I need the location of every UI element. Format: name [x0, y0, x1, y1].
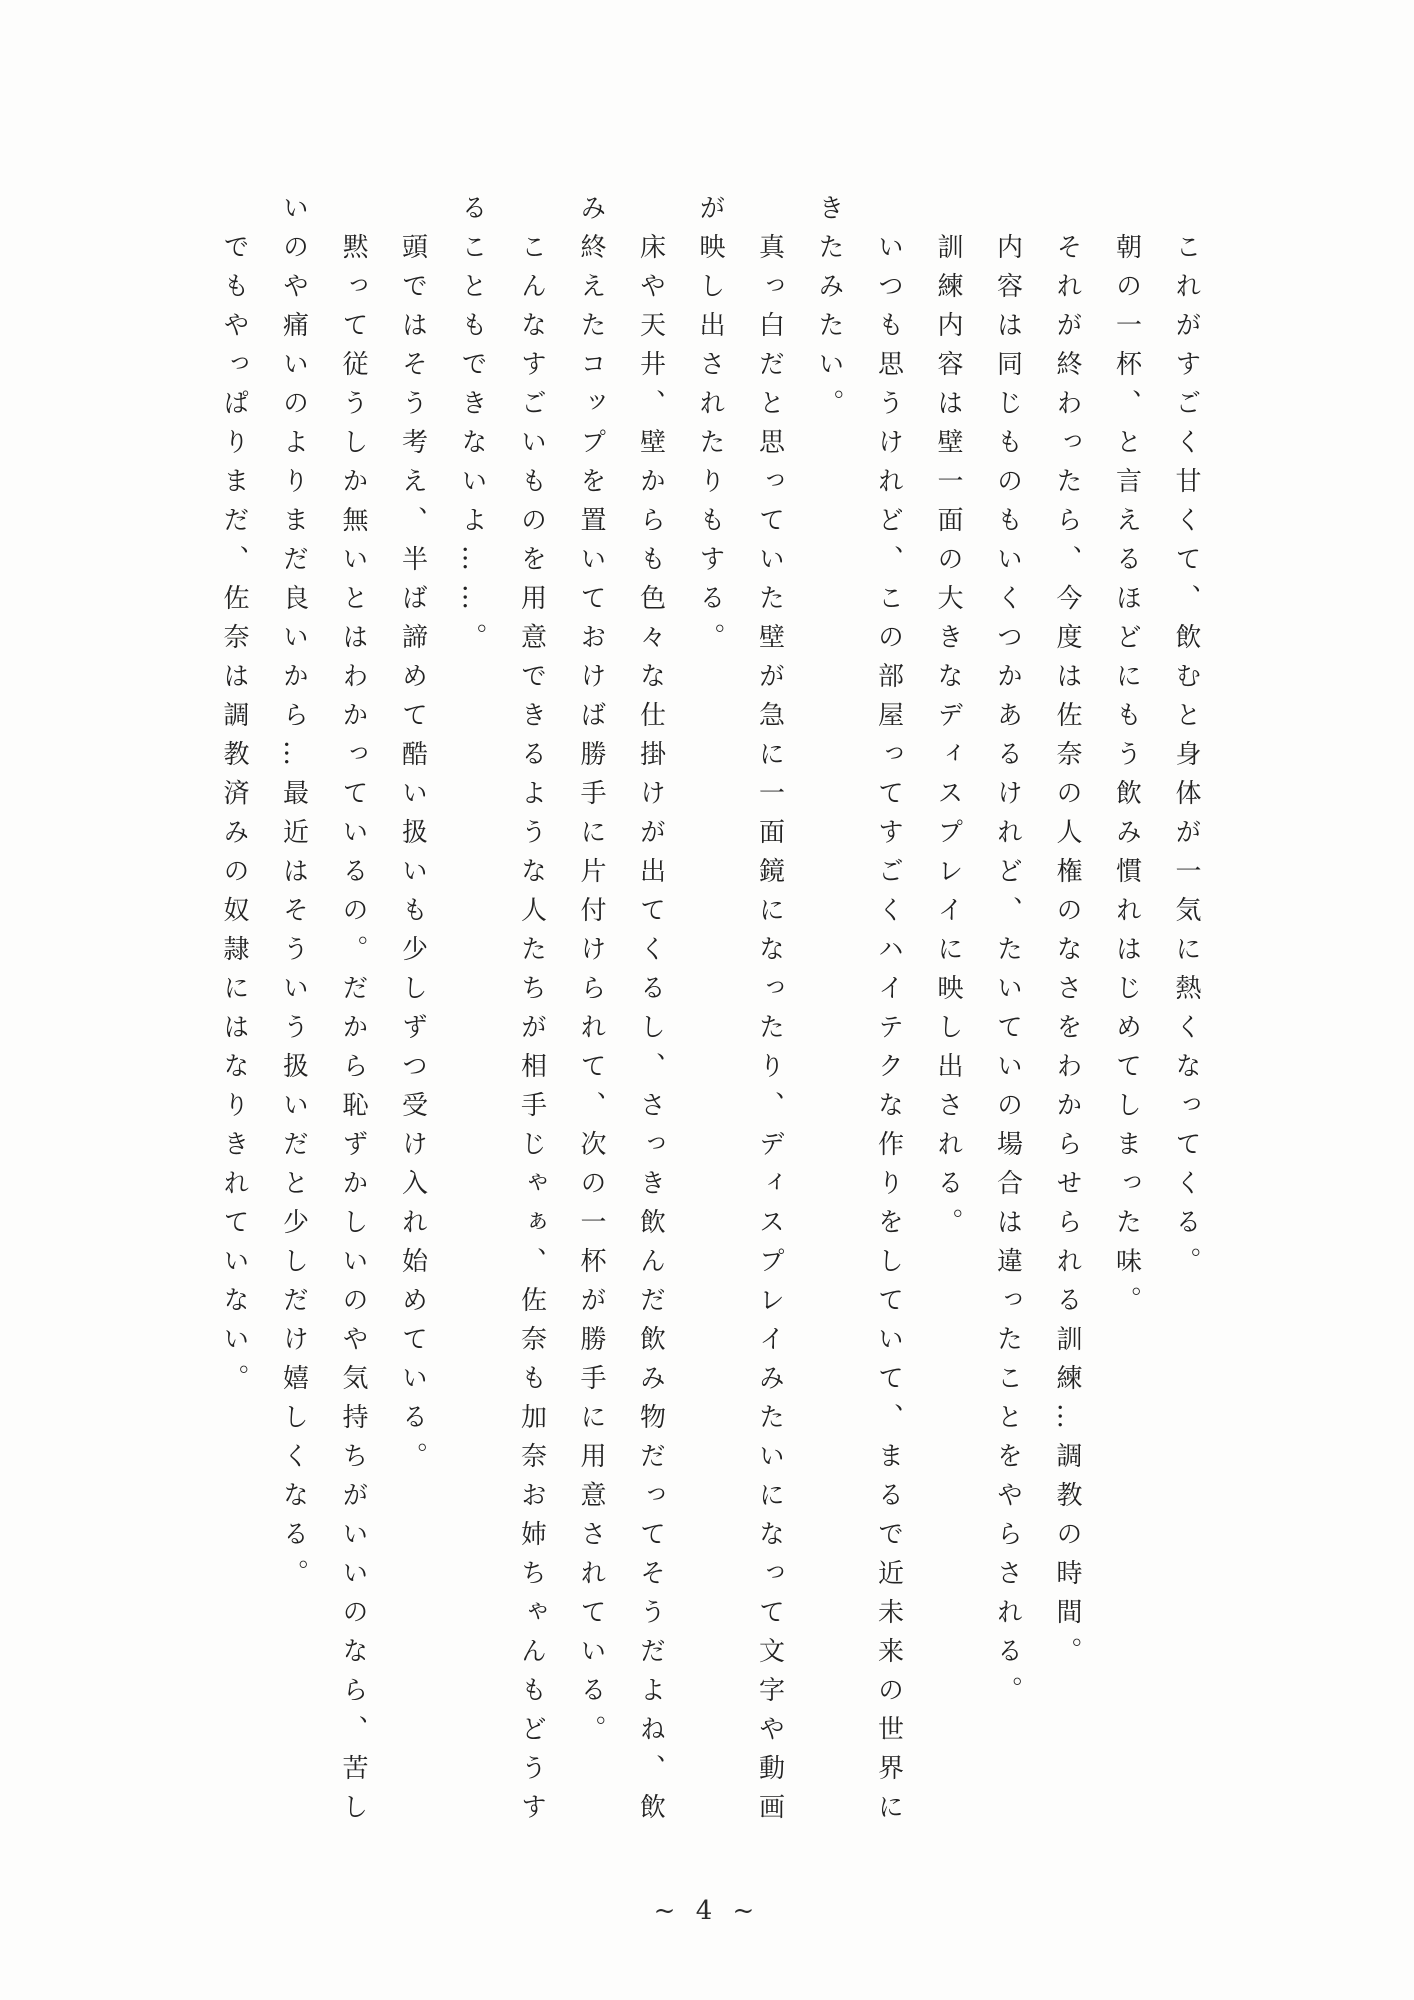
page-number: ~ 4 ~ [653, 1896, 761, 1926]
text-line: み終えたコップを置いておけば勝手に片付けられて、次の一杯が勝手に用意されている。 [576, 194, 606, 1754]
text-line: が映し出されたりもする。 [695, 194, 725, 662]
text-line: きたみたい。 [814, 194, 844, 428]
vertical-text-block [204, 194, 1216, 1832]
text-line: いのや痛いのよりまだ良いから…最近はそういう扱いだと少しだけ嬉しくなる。 [278, 194, 309, 1598]
text-line: それが終わったら、今度は佐奈の人権のなさをわからせられる訓練…調教の時間。 [1052, 233, 1082, 1676]
text-line: 黙って従うしか無いとはわかっているの。だから恥ずかしいのや気持ちがいいのなら、苦し [338, 233, 368, 1832]
text-line: 床や天井、壁からも色々な仕掛けが出てくるし、さっき飲んだ飲み物だってそうだよね、飲 [635, 233, 666, 1832]
text-line: いつも思うけれど、この部屋ってすごくハイテクな作りをしていて、まるで近未来の世界に [873, 233, 904, 1832]
text-line: 真っ白だと思っていた壁が急に一面鏡になったり、ディスプレイみたいになって文字や動画 [754, 233, 785, 1832]
text-line: 内容は同じものもいくつかあるけれど、たいていの場合は違ったことをやらされる。 [992, 233, 1023, 1715]
text-line: でもやっぱりまだ、佐奈は調教済みの奴隷にはなりきれていない。 [219, 233, 249, 1403]
text-line: こんなすごいものを用意できるような人たちが相手じゃぁ、佐奈も加奈お姉ちゃんもどうす [516, 233, 547, 1832]
text-line: ることもできないよ……。 [457, 194, 487, 662]
text-line: これがすごく甘くて、飲むと身体が一気に熱くなってくる。 [1171, 233, 1201, 1286]
text-line: 頭ではそう考え、半ば諦めて酷い扱いも少しずつ受け入れ始めている。 [397, 233, 428, 1481]
text-line: 訓練内容は壁一面の大きなディスプレイに映し出される。 [933, 233, 963, 1247]
text-line: 朝の一杯、と言えるほどにもう飲み慣れはじめてしまった味。 [1111, 233, 1142, 1325]
